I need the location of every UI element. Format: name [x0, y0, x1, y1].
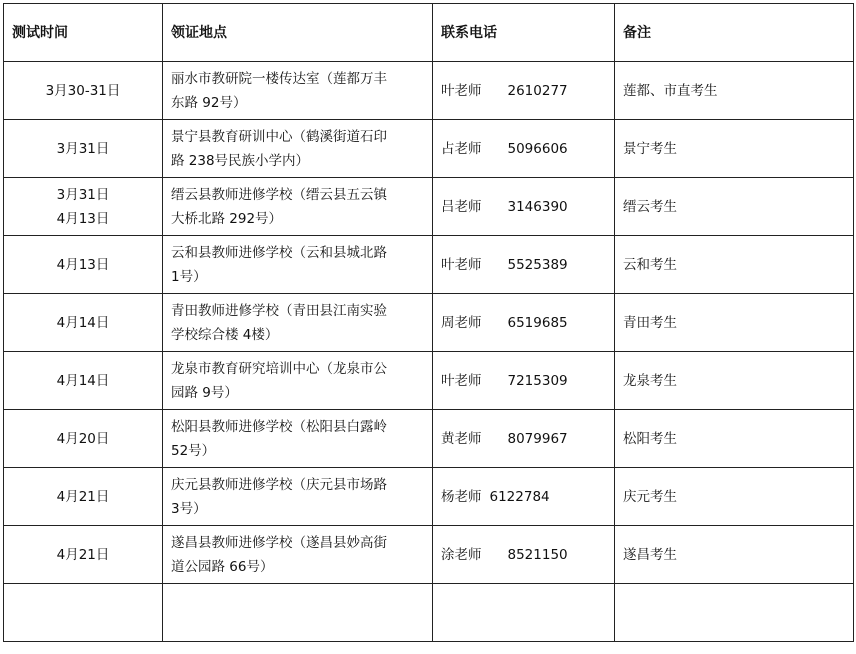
test-date-cell	[4, 410, 163, 468]
location-line: 园路 9号）	[171, 384, 238, 401]
location-line: 遂昌县教师进修学校（遂昌县妙高街	[171, 534, 387, 551]
test-date: 4月14日	[56, 372, 110, 389]
phone-cell	[433, 410, 615, 468]
test-date: 4月13日	[56, 210, 110, 227]
header-test-time: 测试时间	[4, 4, 163, 62]
contact-name: 杨老师	[441, 488, 482, 505]
note-cell: 龙泉考生	[615, 352, 854, 410]
location-line: 3号）	[171, 500, 207, 517]
location-cell	[163, 410, 433, 468]
note-cell: 云和考生	[615, 236, 854, 294]
test-date-cell	[4, 120, 163, 178]
phone-number: 6122784	[489, 488, 550, 505]
phone-number: 2610277	[507, 82, 568, 99]
note-cell: 庆元考生	[615, 468, 854, 526]
phone-number: 8521150	[507, 546, 568, 563]
location-line: 缙云县教师进修学校（缙云县五云镇	[171, 186, 387, 203]
contact-name: 叶老师	[441, 256, 482, 273]
location-line: 道公园路 66号）	[171, 558, 274, 575]
test-date-cell	[4, 294, 163, 352]
phone-number: 3146390	[507, 198, 568, 215]
location-line: 庆元县教师进修学校（庆元县市场路	[171, 476, 387, 493]
location-cell	[163, 178, 433, 236]
phone-number: 8079967	[507, 430, 568, 447]
phone-number: 7215309	[507, 372, 568, 389]
location-line: 龙泉市教育研究培训中心（龙泉市公	[171, 360, 387, 377]
phone-cell	[433, 62, 615, 120]
test-date-cell	[4, 62, 163, 120]
location-cell	[163, 120, 433, 178]
phone-cell	[433, 352, 615, 410]
test-date: 3月31日	[56, 186, 110, 203]
location-cell	[163, 352, 433, 410]
contact-name: 占老师	[441, 140, 482, 157]
note-cell: 遂昌考生	[615, 526, 854, 584]
test-date: 4月20日	[56, 430, 110, 447]
test-date-cell	[4, 352, 163, 410]
location-line: 青田教师进修学校（青田县江南实验	[171, 302, 387, 319]
empty-cell	[615, 584, 854, 642]
test-date: 4月14日	[56, 314, 110, 331]
header-location: 领证地点	[163, 4, 433, 62]
note-cell: 青田考生	[615, 294, 854, 352]
note-cell: 莲都、市直考生	[615, 62, 854, 120]
empty-cell	[433, 584, 615, 642]
location-line: 52号）	[171, 442, 216, 459]
table-row	[4, 120, 854, 178]
phone-number: 6519685	[507, 314, 568, 331]
location-line: 学校综合楼 4楼）	[171, 326, 279, 343]
contact-name: 黄老师	[441, 430, 482, 447]
table-row	[4, 468, 854, 526]
test-date-cell	[4, 236, 163, 294]
phone-number: 5096606	[507, 140, 568, 157]
location-line: 云和县教师进修学校（云和县城北路	[171, 244, 387, 261]
contact-name: 周老师	[441, 314, 482, 331]
test-date: 3月30-31日	[45, 82, 121, 99]
location-cell	[163, 62, 433, 120]
phone-cell	[433, 468, 615, 526]
contact-name: 涂老师	[441, 546, 482, 563]
contact-name: 叶老师	[441, 372, 482, 389]
test-date-cell	[4, 468, 163, 526]
test-date: 4月21日	[56, 488, 110, 505]
location-cell	[163, 236, 433, 294]
test-date-cell	[4, 526, 163, 584]
table-row	[4, 526, 854, 584]
registration-table	[3, 3, 854, 642]
location-line: 景宁县教育研训中心（鹤溪街道石印	[171, 128, 387, 145]
location-cell	[163, 526, 433, 584]
phone-cell	[433, 294, 615, 352]
table-row	[4, 236, 854, 294]
location-line: 大桥北路 292号）	[171, 210, 283, 227]
note-cell: 缙云考生	[615, 178, 854, 236]
empty-cell	[163, 584, 433, 642]
test-date: 4月13日	[56, 256, 110, 273]
contact-name: 吕老师	[441, 198, 482, 215]
phone-cell	[433, 178, 615, 236]
table-row	[4, 178, 854, 236]
table-header-row	[4, 4, 854, 62]
phone-cell	[433, 120, 615, 178]
empty-row	[4, 584, 854, 642]
location-line: 松阳县教师进修学校（松阳县白露岭	[171, 418, 387, 435]
test-date: 4月21日	[56, 546, 110, 563]
table-row	[4, 62, 854, 120]
location-line: 路 238号民族小学内）	[171, 152, 310, 169]
location-line: 东路 92号）	[171, 94, 247, 111]
note-cell: 松阳考生	[615, 410, 854, 468]
header-phone: 联系电话	[433, 4, 615, 62]
test-date: 3月31日	[56, 140, 110, 157]
table-row	[4, 294, 854, 352]
table-row	[4, 410, 854, 468]
table-row	[4, 352, 854, 410]
phone-number: 5525389	[507, 256, 568, 273]
location-cell	[163, 468, 433, 526]
location-line: 丽水市教研院一楼传达室（莲都万丰	[171, 70, 387, 87]
phone-cell	[433, 236, 615, 294]
phone-cell	[433, 526, 615, 584]
location-line: 1号）	[171, 268, 207, 285]
note-cell: 景宁考生	[615, 120, 854, 178]
header-note: 备注	[615, 4, 854, 62]
empty-cell	[4, 584, 163, 642]
test-date-cell	[4, 178, 163, 236]
contact-name: 叶老师	[441, 82, 482, 99]
location-cell	[163, 294, 433, 352]
